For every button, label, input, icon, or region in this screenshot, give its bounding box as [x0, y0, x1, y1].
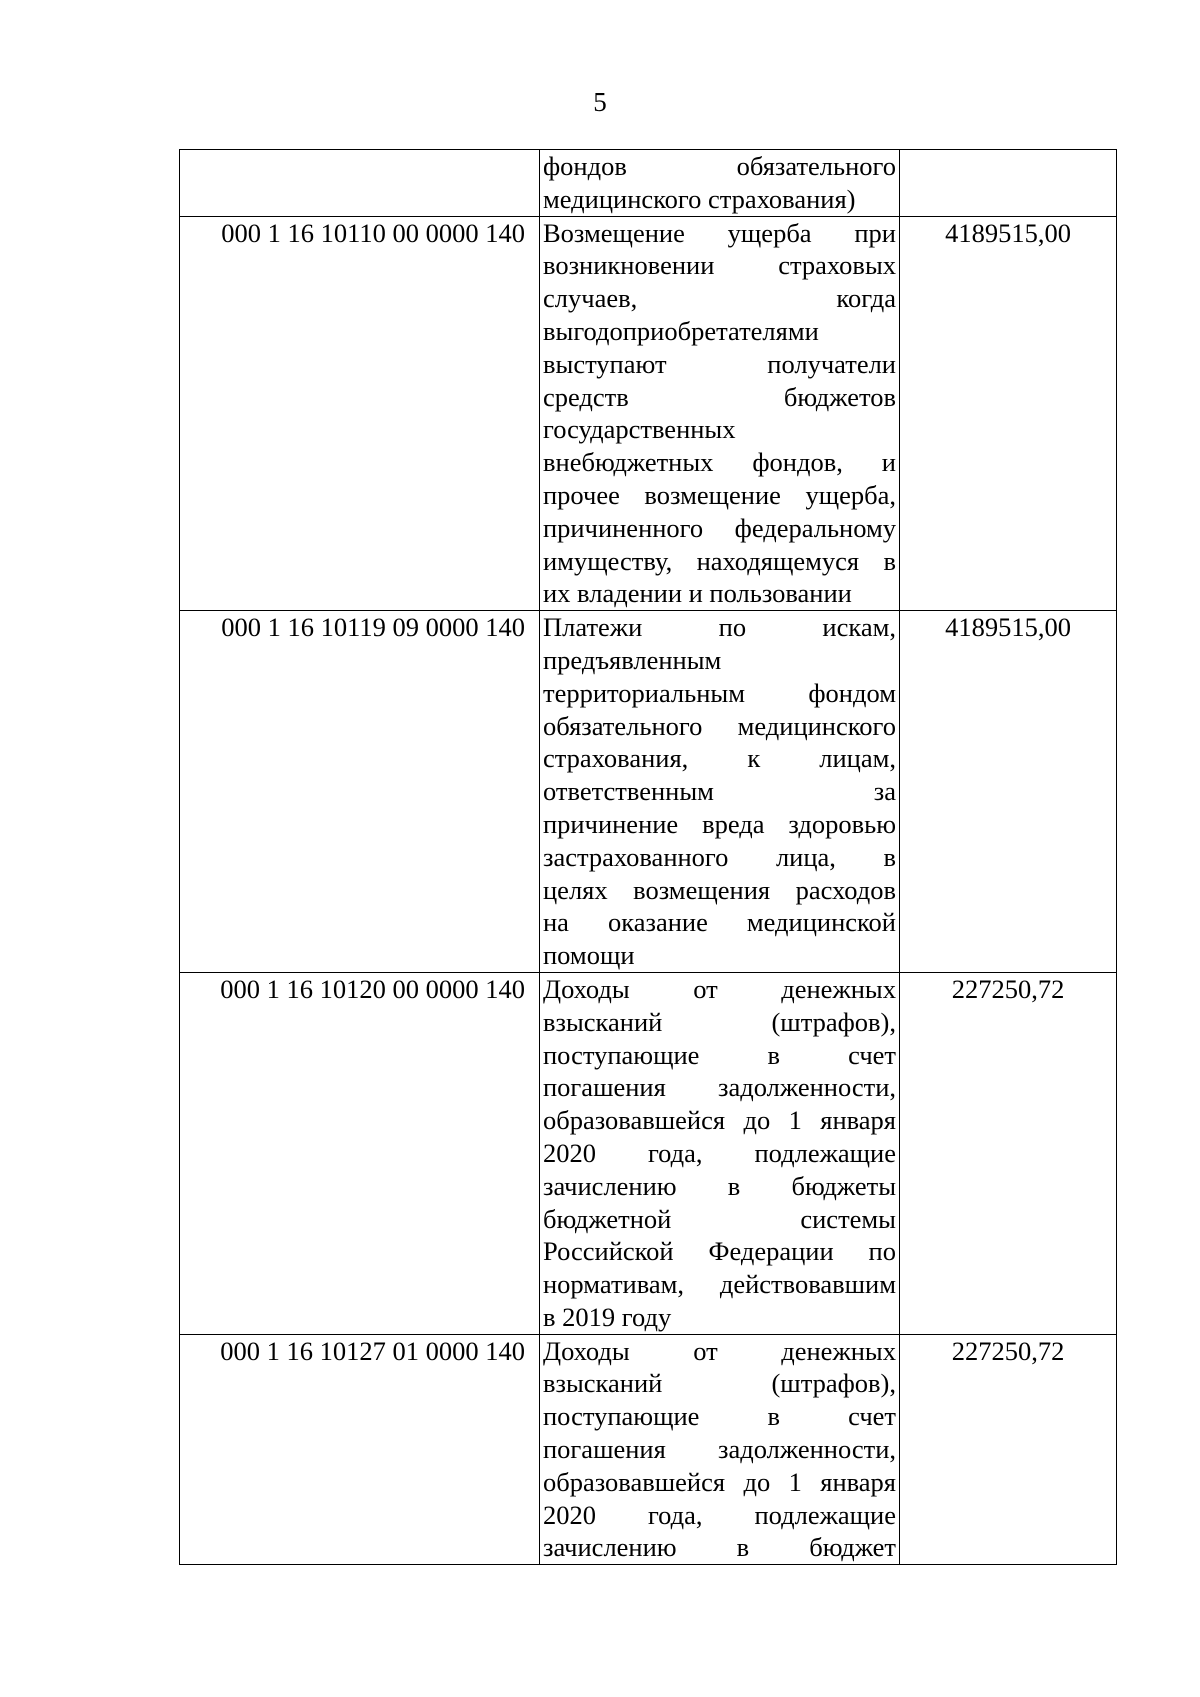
name-line: страхования, к лицам,	[543, 743, 896, 774]
name-line: причиненного федеральному	[543, 512, 896, 543]
name-line: выгодоприобретателями	[543, 315, 819, 346]
name-line: Российской Федерации по	[543, 1236, 896, 1267]
name-line: образовавшейся до 1 января	[543, 1466, 896, 1497]
name-line: ответственным за	[543, 776, 896, 807]
budget-revenue-table	[179, 149, 1117, 1565]
table-row	[180, 972, 1117, 1334]
revenue-code-cell: 000 1 16 10110 00 0000 140	[180, 216, 540, 611]
revenue-name-cell	[540, 611, 900, 973]
name-line: застрахованного лица, в	[543, 841, 896, 872]
name-line: Доходы от денежных	[543, 1335, 896, 1366]
amount-cell: 4189515,00	[900, 216, 1117, 611]
name-line: нормативам, действовавшим	[543, 1269, 896, 1300]
amount-cell: 227250,72	[900, 1334, 1117, 1565]
name-line: случаев, когда	[543, 283, 896, 314]
amount-cell	[900, 150, 1117, 217]
revenue-code-cell: 000 1 16 10119 09 0000 140	[180, 611, 540, 973]
table-row	[180, 1334, 1117, 1565]
name-line: взысканий (штрафов),	[543, 1006, 896, 1037]
page-number: 5	[593, 87, 607, 117]
name-line: погашения задолженности,	[543, 1434, 896, 1465]
name-line: их владении и пользовании	[543, 578, 852, 609]
name-line: имуществу, находящемуся в	[543, 545, 896, 576]
revenue-name-cell	[540, 1334, 900, 1565]
name-line: взысканий (штрафов),	[543, 1368, 896, 1399]
name-line: погашения задолженности,	[543, 1072, 896, 1103]
table-row	[180, 150, 1117, 217]
name-line: в 2019 году	[543, 1301, 672, 1332]
name-line: внебюджетных фондов, и	[543, 447, 896, 478]
name-line: прочее возмещение ущерба,	[543, 479, 896, 510]
name-line: возникновении страховых	[543, 250, 896, 281]
name-line: 2020 года, подлежащие	[543, 1499, 896, 1530]
name-line: на оказание медицинской	[543, 907, 896, 938]
name-line: 2020 года, подлежащие	[543, 1137, 896, 1168]
revenue-name-cell	[540, 216, 900, 611]
revenue-name-cell	[540, 972, 900, 1334]
name-line: зачислению в бюджет	[543, 1532, 896, 1563]
name-line: средств бюджетов	[543, 381, 896, 412]
amount-cell: 4189515,00	[900, 611, 1117, 973]
revenue-code-cell: 000 1 16 10127 01 0000 140	[180, 1334, 540, 1565]
name-line: фондов обязательного	[543, 151, 896, 181]
name-line: обязательного медицинского	[543, 710, 896, 741]
amount-cell: 227250,72	[900, 972, 1117, 1334]
name-line: зачислению в бюджеты	[543, 1170, 896, 1201]
revenue-name-cell	[540, 150, 900, 217]
name-line: поступающие в счет	[543, 1401, 896, 1432]
name-line: территориальным фондом	[543, 677, 896, 708]
name-line: государственных	[543, 414, 736, 445]
name-line: причинение вреда здоровью	[543, 808, 896, 839]
table-row	[180, 216, 1117, 611]
revenue-code-cell: 000 1 16 10120 00 0000 140	[180, 972, 540, 1334]
name-line: целях возмещения расходов	[543, 874, 896, 905]
table-row	[180, 611, 1117, 973]
revenue-code-cell	[180, 150, 540, 217]
name-line: бюджетной системы	[543, 1203, 896, 1234]
name-line: поступающие в счет	[543, 1039, 896, 1070]
name-line: предъявленным	[543, 644, 722, 675]
name-line: помощи	[543, 940, 635, 971]
name-line: Доходы от денежных	[543, 973, 896, 1004]
name-line: Возмещение ущерба при	[543, 217, 896, 248]
name-line: Платежи по искам,	[543, 612, 896, 643]
name-line: медицинского страхования)	[543, 183, 856, 214]
name-line: образовавшейся до 1 января	[543, 1105, 896, 1136]
name-line: выступают получатели	[543, 348, 896, 379]
table-body	[180, 150, 1117, 1565]
